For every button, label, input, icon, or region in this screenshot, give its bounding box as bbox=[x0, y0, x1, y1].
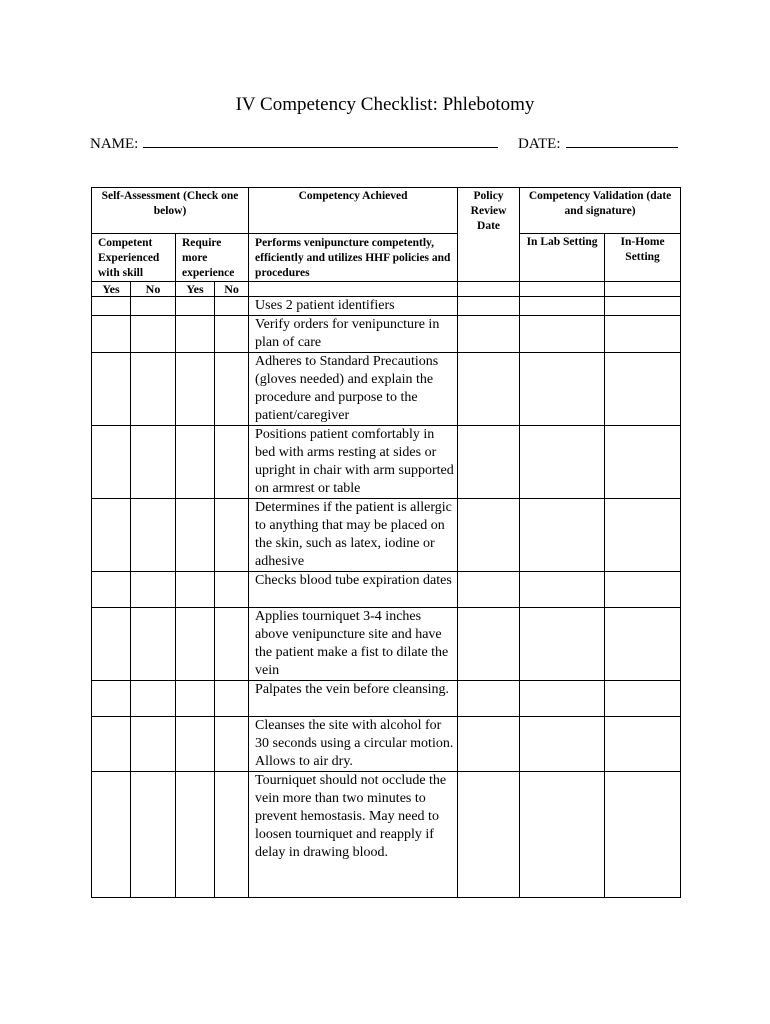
competent-yes-cell[interactable] bbox=[92, 572, 131, 608]
require-yes-cell[interactable] bbox=[176, 717, 215, 772]
empty-cell bbox=[605, 282, 681, 297]
require-yes-cell[interactable] bbox=[176, 353, 215, 426]
require-no-cell[interactable] bbox=[215, 316, 249, 353]
competent-yes-cell[interactable] bbox=[92, 717, 131, 772]
table-row bbox=[92, 499, 681, 572]
date-line[interactable] bbox=[566, 133, 678, 148]
policy-review-cell[interactable] bbox=[458, 316, 520, 353]
require-yes-header: Yes bbox=[176, 282, 215, 297]
competent-yes-cell[interactable] bbox=[92, 316, 131, 353]
policy-review-cell[interactable] bbox=[458, 608, 520, 681]
table-row bbox=[92, 572, 681, 608]
date-field[interactable] bbox=[518, 133, 678, 153]
page-title: IV Competency Checklist: Phlebotomy bbox=[235, 94, 535, 115]
in-home-cell[interactable] bbox=[605, 572, 681, 608]
competent-no-cell[interactable] bbox=[131, 353, 176, 426]
table-row bbox=[92, 717, 681, 772]
competency-item: Checks blood tube expiration dates bbox=[249, 572, 458, 608]
competent-no-header: No bbox=[131, 282, 176, 297]
in-lab-cell[interactable] bbox=[520, 499, 605, 572]
competent-yes-cell[interactable] bbox=[92, 681, 131, 717]
require-no-cell[interactable] bbox=[215, 572, 249, 608]
policy-review-cell[interactable] bbox=[458, 681, 520, 717]
require-no-header: No bbox=[215, 282, 249, 297]
competency-item: Uses 2 patient identifiers bbox=[249, 297, 458, 316]
table-row bbox=[92, 297, 681, 316]
competency-item: Applies tourniquet 3-4 inches above venipuncture site and have the patient make a fist to dilate the vein bbox=[249, 608, 458, 681]
policy-review-cell[interactable] bbox=[458, 572, 520, 608]
competent-yes-cell[interactable] bbox=[92, 297, 131, 316]
policy-review-header: Policy Review Date bbox=[458, 188, 520, 282]
competency-item: Palpates the vein before cleansing. bbox=[249, 681, 458, 717]
in-lab-header: In Lab Setting bbox=[520, 234, 605, 282]
empty-cell bbox=[520, 282, 605, 297]
table-row bbox=[92, 316, 681, 353]
policy-review-cell[interactable] bbox=[458, 499, 520, 572]
competent-yes-header: Yes bbox=[92, 282, 131, 297]
competency-item: Positions patient comfortably in bed with arms resting at sides or upright in chair with arm supported on armrest or table bbox=[249, 426, 458, 499]
require-no-cell[interactable] bbox=[215, 353, 249, 426]
competent-yes-cell[interactable] bbox=[92, 353, 131, 426]
in-lab-cell[interactable] bbox=[520, 717, 605, 772]
competency-item: Adheres to Standard Precautions (gloves needed) and explain the procedure and purpose to the patient/caregiver bbox=[249, 353, 458, 426]
in-lab-cell[interactable] bbox=[520, 297, 605, 316]
in-lab-cell[interactable] bbox=[520, 353, 605, 426]
in-lab-cell[interactable] bbox=[520, 608, 605, 681]
require-no-cell[interactable] bbox=[215, 772, 249, 898]
in-lab-cell[interactable] bbox=[520, 572, 605, 608]
competent-no-cell[interactable] bbox=[131, 316, 176, 353]
require-yes-cell[interactable] bbox=[176, 681, 215, 717]
require-yes-cell[interactable] bbox=[176, 608, 215, 681]
table-row bbox=[92, 426, 681, 499]
competent-no-cell[interactable] bbox=[131, 717, 176, 772]
require-yes-cell[interactable] bbox=[176, 772, 215, 898]
header-row-2 bbox=[92, 234, 681, 282]
name-line[interactable] bbox=[143, 133, 498, 148]
competent-no-cell[interactable] bbox=[131, 572, 176, 608]
require-no-cell[interactable] bbox=[215, 426, 249, 499]
policy-review-cell[interactable] bbox=[458, 297, 520, 316]
competent-no-cell[interactable] bbox=[131, 297, 176, 316]
competent-header: Competent Experienced with skill bbox=[92, 234, 176, 282]
competent-yes-cell[interactable] bbox=[92, 772, 131, 898]
require-yes-cell[interactable] bbox=[176, 499, 215, 572]
competent-no-cell[interactable] bbox=[131, 772, 176, 898]
require-yes-cell[interactable] bbox=[176, 572, 215, 608]
competency-item: Tourniquet should not occlude the vein more than two minutes to prevent hemostasis. May need to loosen tourniquet and reapply if delay in drawing blood. bbox=[249, 772, 458, 898]
policy-review-cell[interactable] bbox=[458, 353, 520, 426]
self-assessment-header: Self-Assessment (Check one below) bbox=[92, 188, 249, 234]
name-field[interactable] bbox=[90, 133, 498, 153]
require-more-header: Require more experience bbox=[176, 234, 249, 282]
require-no-cell[interactable] bbox=[215, 499, 249, 572]
in-home-cell[interactable] bbox=[605, 499, 681, 572]
competent-yes-cell[interactable] bbox=[92, 608, 131, 681]
policy-review-cell[interactable] bbox=[458, 717, 520, 772]
policy-review-cell[interactable] bbox=[458, 772, 520, 898]
competency-achieved-header: Competency Achieved bbox=[249, 188, 458, 234]
header-row-1 bbox=[92, 188, 681, 234]
competent-no-cell[interactable] bbox=[131, 608, 176, 681]
competency-validation-header: Competency Validation (date and signature) bbox=[520, 188, 681, 234]
require-no-cell[interactable] bbox=[215, 681, 249, 717]
in-home-cell[interactable] bbox=[605, 353, 681, 426]
name-label: NAME: bbox=[90, 136, 139, 152]
empty-cell bbox=[249, 282, 458, 297]
table-row bbox=[92, 772, 681, 898]
require-no-cell[interactable] bbox=[215, 717, 249, 772]
require-no-cell[interactable] bbox=[215, 608, 249, 681]
in-home-cell[interactable] bbox=[605, 717, 681, 772]
in-home-cell[interactable] bbox=[605, 297, 681, 316]
competent-yes-cell[interactable] bbox=[92, 426, 131, 499]
require-yes-cell[interactable] bbox=[176, 426, 215, 499]
competent-yes-cell[interactable] bbox=[92, 499, 131, 572]
competent-no-cell[interactable] bbox=[131, 426, 176, 499]
policy-review-cell[interactable] bbox=[458, 426, 520, 499]
date-label: DATE: bbox=[518, 136, 561, 152]
require-no-cell[interactable] bbox=[215, 297, 249, 316]
require-yes-cell[interactable] bbox=[176, 297, 215, 316]
empty-cell bbox=[458, 282, 520, 297]
in-lab-cell[interactable] bbox=[520, 681, 605, 717]
require-yes-cell[interactable] bbox=[176, 316, 215, 353]
in-home-cell[interactable] bbox=[605, 772, 681, 898]
in-lab-cell[interactable] bbox=[520, 772, 605, 898]
checklist-items bbox=[92, 297, 681, 898]
header-fields bbox=[90, 133, 680, 155]
competency-item: Determines if the patient is allergic to anything that may be placed on the skin, such as latex, iodine or adhesive bbox=[249, 499, 458, 572]
yes-no-row bbox=[92, 282, 681, 297]
competency-item: Cleanses the site with alcohol for 30 seconds using a circular motion. Allows to air dry. bbox=[249, 717, 458, 772]
competency-table bbox=[91, 187, 681, 898]
in-lab-cell[interactable] bbox=[520, 426, 605, 499]
in-home-cell[interactable] bbox=[605, 681, 681, 717]
in-lab-cell[interactable] bbox=[520, 316, 605, 353]
in-home-header: In-Home Setting bbox=[605, 234, 681, 282]
table-row bbox=[92, 681, 681, 717]
table-row bbox=[92, 353, 681, 426]
table-row bbox=[92, 608, 681, 681]
in-home-cell[interactable] bbox=[605, 316, 681, 353]
in-home-cell[interactable] bbox=[605, 426, 681, 499]
competency-item: Verify orders for venipuncture in plan of care bbox=[249, 316, 458, 353]
competent-no-cell[interactable] bbox=[131, 681, 176, 717]
performs-header: Performs venipuncture competently, efficiently and utilizes HHF policies and procedures bbox=[249, 234, 458, 282]
in-home-cell[interactable] bbox=[605, 608, 681, 681]
competent-no-cell[interactable] bbox=[131, 499, 176, 572]
